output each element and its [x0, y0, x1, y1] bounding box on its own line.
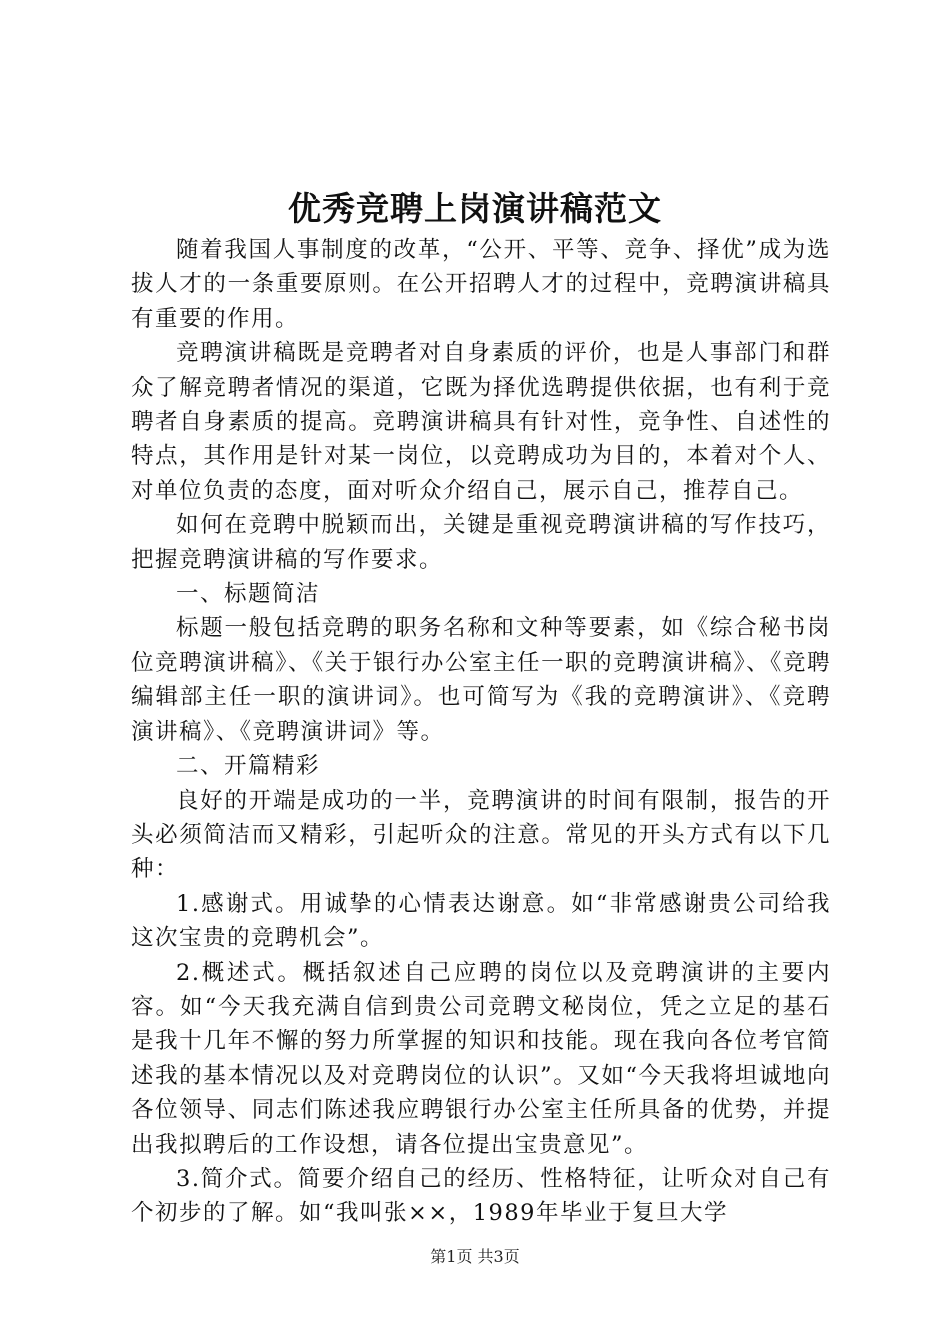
paragraph-title-desc: 标题一般包括竞聘的职务名称和文种等要素，如《综合秘书岗位竞聘演讲稿》、《关于银行办公室主任一职的竞聘演讲稿》、《竞聘编辑部主任一职的演讲词》。也可简写为《我的竞聘演讲》、《竞聘演讲稿》、《竞聘演讲词》等。	[131, 615, 831, 745]
section-heading-title: 一、标题简洁	[176, 581, 321, 608]
document-title: 优秀竞聘上岗演讲稿范文	[288, 189, 662, 228]
page-footer: 第1页 共3页	[430, 1247, 520, 1266]
document-body	[131, 233, 831, 1231]
list-item-intro: 3.简介式。简要介绍自己的经历、性格特征，让听众对自己有个初步的了解。如“我叫张××，1989年毕业于复旦大学	[131, 1165, 831, 1227]
paragraph-intro: 随着我国人事制度的改革，“公开、平等、竞争、择优”成为选拔人才的一条重要原则。在公开招聘人才的过程中，竞聘演讲稿具有重要的作用。	[131, 237, 831, 332]
paragraph-key-point: 如何在竞聘中脱颖而出，关键是重视竞聘演讲稿的写作技巧，把握竞聘演讲稿的写作要求。	[131, 512, 831, 573]
paragraph-purpose: 竞聘演讲稿既是竞聘者对自身素质的评价，也是人事部门和群众了解竞聘者情况的渠道，它既为择优选聘提供依据，也有利于竞聘者自身素质的提高。竞聘演讲稿具有针对性，竞争性、自述性的特点，其作用是针对某一岗位，以竞聘成功为目的，本着对个人、对单位负责的态度，面对听众介绍自己，展示自己，推荐自己。	[131, 340, 831, 504]
list-item-thanks: 1.感谢式。用诚挚的心情表达谢意。如“非常感谢贵公司给我这次宝贵的竞聘机会”。	[131, 890, 831, 952]
list-item-overview: 2.概述式。概括叙述自己应聘的岗位以及竞聘演讲的主要内容。如“今天我充满自信到贵公司竞聘文秘岗位，凭之立足的基石是我十几年不懈的努力所掌握的知识和技能。现在我向各位考官简述我的基本情况以及对竞聘岗位的认识”。又如“今天我将坦诚地向各位领导、同志们陈述我应聘银行办公室主任所具备的优势，并提出我拟聘后的工作设想，请各位提出宝贵意见”。	[131, 959, 831, 1158]
paragraph-opening-desc: 良好的开端是成功的一半，竞聘演讲的时间有限制，报告的开头必须简洁而又精彩，引起听众的注意。常见的开头方式有以下几种：	[131, 787, 831, 883]
section-heading-opening: 二、开篇精彩	[176, 753, 321, 780]
